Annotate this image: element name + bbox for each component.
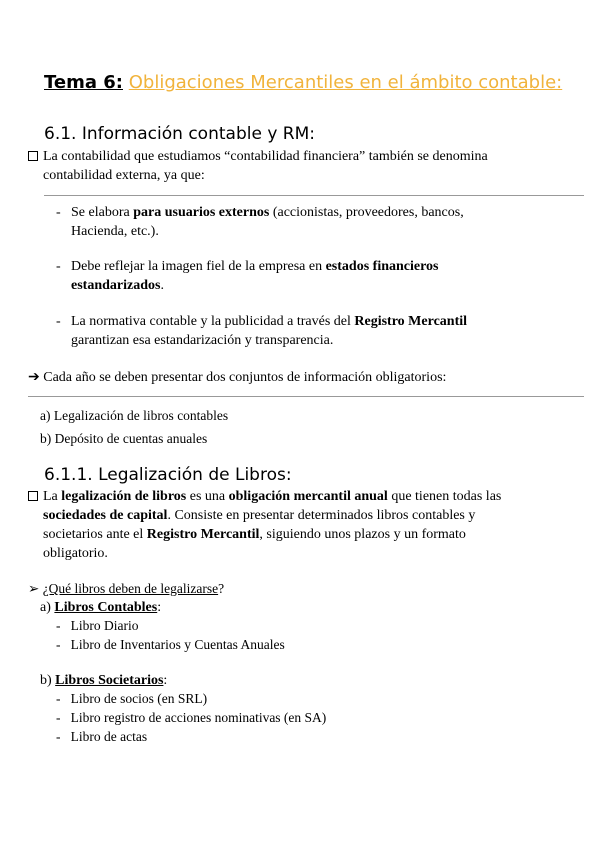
group-b-colon: : <box>163 673 168 688</box>
document-title <box>44 72 564 94</box>
checkbox-icon <box>28 151 38 161</box>
list-item <box>56 616 285 635</box>
group-b-list <box>56 689 326 746</box>
group-a-item-1: Libro Diario <box>70 618 139 633</box>
bullet-2-bold: estados financieros <box>325 259 439 274</box>
list-item: a) Legalización de libros contables <box>40 408 229 423</box>
dash-icon: - <box>56 710 61 725</box>
group-a-colon: : <box>157 600 162 615</box>
question-line <box>28 579 224 598</box>
group-a-item-2: Libro de Inventarios y Cuentas Anuales <box>70 637 285 652</box>
list-item: b) Depósito de cuentas anuales <box>40 431 208 446</box>
bullet-3-line-2: garantizan esa estandarización y transparencia. <box>71 333 334 348</box>
p2-post: . Consiste en presentar determinados libros contables y <box>167 508 476 523</box>
bullet-item-2 <box>56 257 576 293</box>
group-a-header <box>40 598 161 617</box>
list-item <box>56 708 326 727</box>
legalization-paragraph <box>28 487 594 563</box>
group-b-header <box>40 671 167 690</box>
p1-mid-1: es una <box>186 489 229 504</box>
p1-bold-2: obligación mercantil anual <box>228 489 388 504</box>
arrow-right-icon: ➔ <box>28 370 40 385</box>
group-a-label: Libros Contables <box>54 600 158 615</box>
p1-bold-1: legalización de libros <box>61 489 187 504</box>
section-heading-6-1: 6.1. Información contable y RM: <box>44 124 315 144</box>
list-item <box>56 635 285 654</box>
title-label: Tema 6: <box>44 72 123 93</box>
bullet-3-bold: Registro Mercantil <box>354 314 468 329</box>
p3-pre: societarios ante el <box>43 527 147 542</box>
chevron-right-icon: ➢ <box>28 581 40 596</box>
obligations-list <box>40 404 228 450</box>
group-a-prefix: a) <box>40 600 51 615</box>
section-heading-6-1-1: 6.1.1. Legalización de Libros: <box>44 465 292 485</box>
checkbox-icon <box>28 491 38 501</box>
bullet-1-pre: Se elabora <box>71 205 134 220</box>
question-text: ¿Qué libros deben de legalizarse <box>42 581 219 596</box>
p2-bold: sociedades de capital <box>43 508 168 523</box>
arrow-text: Cada año se deben presentar dos conjuntos de información obligatorios: <box>43 370 447 385</box>
dash-icon: - <box>56 205 61 220</box>
p3-post: , siguiendo unos plazos y un formato <box>259 527 466 542</box>
bullet-item-1 <box>56 203 576 239</box>
arrow-paragraph <box>28 368 588 387</box>
p4: obligatorio. <box>43 546 108 561</box>
bullet-2-line-2-post: . <box>160 278 164 293</box>
group-b-item-2: Libro registro de acciones nominativas (en SA) <box>70 710 327 725</box>
intro-line-2: contabilidad externa, ya que: <box>43 168 205 183</box>
list-item <box>56 727 326 746</box>
bullet-2-line-2-bold: estandarizados <box>71 278 161 293</box>
dash-icon: - <box>56 637 61 652</box>
question-mark: ? <box>218 581 225 596</box>
p1-pre: La <box>43 489 62 504</box>
p1-mid-2: que tienen todas las <box>387 489 502 504</box>
group-b-prefix: b) <box>40 673 52 688</box>
dash-icon: - <box>56 618 61 633</box>
title-text: Obligaciones Mercantiles en el ámbito contable: <box>128 72 563 93</box>
divider-1 <box>44 195 584 196</box>
p3-bold: Registro Mercantil <box>146 527 260 542</box>
bullet-1-bold: para usuarios externos <box>133 205 270 220</box>
bullet-2-pre: Debe reflejar la imagen fiel de la empresa en <box>71 259 326 274</box>
dash-icon: - <box>56 729 61 744</box>
group-b-item-3: Libro de actas <box>70 729 148 744</box>
group-b-label: Libros Societarios <box>55 673 164 688</box>
group-a-list <box>56 616 285 654</box>
dash-icon: - <box>56 691 61 706</box>
divider-2 <box>28 396 584 397</box>
list-item <box>56 689 326 708</box>
dash-icon: - <box>56 259 61 274</box>
intro-line-1: La contabilidad que estudiamos “contabilidad financiera” también se denomina <box>43 149 488 164</box>
bullet-1-post: (accionistas, proveedores, bancos, <box>269 205 464 220</box>
bullet-1-line-2: Hacienda, etc.). <box>71 224 159 239</box>
intro-paragraph <box>28 147 588 185</box>
bullet-item-3 <box>56 312 576 348</box>
group-b-item-1: Libro de socios (en SRL) <box>70 691 208 706</box>
bullet-3-pre: La normativa contable y la publicidad a través del <box>71 314 355 329</box>
dash-icon: - <box>56 314 61 329</box>
